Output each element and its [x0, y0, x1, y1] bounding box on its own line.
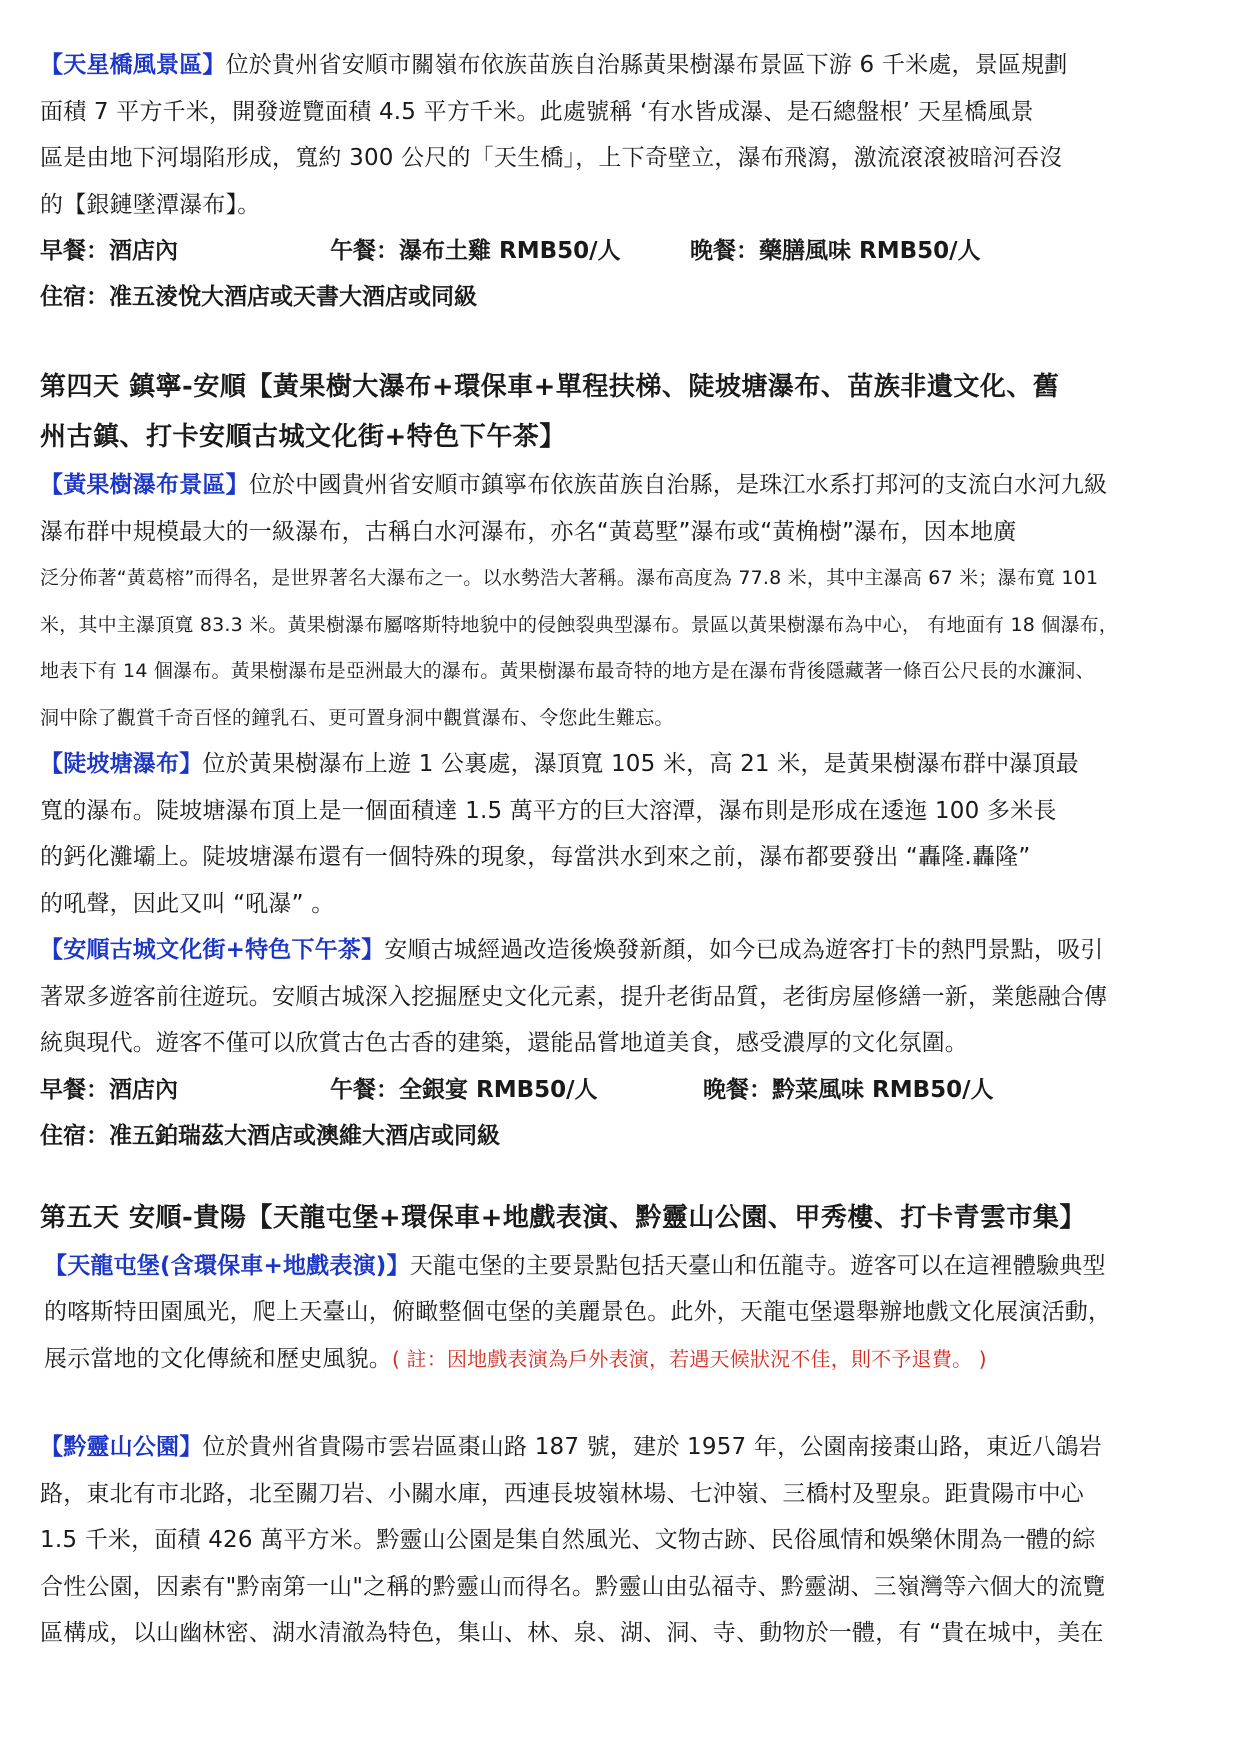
huangguoshu-paragraph: [40, 462, 1200, 555]
day5-title: 第五天 安順-貴陽【天龍屯堡+環保車+地戲表演、黔靈山公園、甲秀樓、打卡青雲市集】: [40, 1202, 1086, 1233]
tianlong-line-3: 展示當地的文化傳統和歷史風貌。: [44, 1345, 392, 1372]
day4-breakfast: 早餐：酒店內: [40, 1076, 178, 1103]
day4-stay: 住宿：准五鉑瑞茲大酒店或澳維大酒店或同級: [40, 1122, 500, 1149]
qianling-paragraph: [40, 1424, 1200, 1657]
day3-stay: 住宿：准五淩悅大酒店或天書大酒店或同級: [40, 284, 477, 310]
doupotang-tag: 【陡坡塘瀑布】: [40, 751, 203, 777]
day3-breakfast: 早餐：酒店內: [40, 238, 178, 264]
huangguoshu-line-1: 位於中國貴州省安順市鎮寧布依族苗族自治縣，是珠江水系打邦河的支流白水河九級: [248, 472, 1108, 498]
tianxing-line-2: 面積 7 平方千米，開發遊覽面積 4.5 平方千米。此處號稱 ‘有水皆成瀑、是石總盤根’ 天星橋風景: [40, 98, 1034, 125]
day4-dinner: 晚餐：黔菜風味 RMB50/人: [703, 1076, 994, 1103]
itinerary-page: [40, 42, 1200, 1657]
anshun-tag: 【安順古城文化街+特色下午茶】: [40, 937, 385, 963]
anshun-line-2: 著眾多遊客前往遊玩。安順古城深入挖掘歷史文化元素，提升老街品質，老街房屋修繕一新，業態融合傳: [40, 983, 1108, 1010]
day4-title-line-1: 第四天 鎮寧-安順【黃果樹大瀑布+環保車+單程扶梯、陡坡塘瀑布、苗族非遺文化、舊: [40, 372, 1060, 402]
day3-meals: [40, 228, 1200, 274]
tianxing-tag: 【天星橋風景區】: [40, 52, 226, 78]
tianlong-tag: 【天龍屯堡(含環保車+地戲表演)】: [44, 1252, 410, 1279]
day4-lunch: 午餐：全銀宴 RMB50/人: [330, 1076, 598, 1103]
qianling-tag: 【黔靈山公園】: [40, 1434, 203, 1460]
day4-title: [40, 362, 1200, 462]
qianling-line-2: 路，東北有市北路，北至關刀岩、小關水庫，西連長坡嶺林場、七沖嶺、三橋村及聖泉。距貴陽市中心: [40, 1480, 1084, 1507]
huangguoshu-line-2: 瀑布群中規模最大的一級瀑布，古稱白水河瀑布，亦名“黃葛墅”瀑布或“黃桷樹”瀑布，因本地廣: [40, 518, 1017, 545]
anshun-line-3: 統與現代。遊客不僅可以欣賞古色古香的建築，還能品嘗地道美食，感受濃厚的文化氛圍。: [40, 1030, 968, 1056]
qianling-line-5: 區構成，以山幽林密、湖水清澈為特色，集山、林、泉、湖、洞、寺、動物於一體，有 “貴在城中，美在: [40, 1620, 1104, 1646]
huangguoshu-tag: 【黃果樹瀑布景區】: [40, 472, 249, 498]
doupotang-line-1: 位於黃果樹瀑布上遊 1 公裏處，瀑頂寬 105 米，高 21 米，是黃果樹瀑布群中瀑頂最: [202, 751, 1079, 777]
day4-meals: [40, 1067, 1200, 1113]
tianlong-line-1: 天龍屯堡的主要景點包括天臺山和伍龍寺。遊客可以在這裡體驗典型: [409, 1252, 1106, 1279]
qianling-line-3: 1.5 千米，面積 426 萬平方米。黔靈山公園是集自然風光、文物古跡、民俗風情和娛樂休閒為一體的綜: [40, 1527, 1096, 1553]
tianxing-line-3: 區是由地下河塌陷形成，寬約 300 公尺的「天生橋」，上下奇壁立，瀑布飛瀉，激流滾滾被暗河吞沒: [40, 145, 1063, 171]
day4-title-line-2: 州古鎮、打卡安順古城文化街+特色下午茶】: [40, 422, 566, 452]
day3-lunch: 午餐：瀑布土雞 RMB50/人: [330, 238, 621, 264]
day3-dinner: 晚餐：藥膳風味 RMB50/人: [690, 238, 981, 264]
huangguoshu-small-line-4: 洞中除了觀賞千奇百怪的鐘乳石、更可置身洞中觀賞瀑布、令您此生難忘。: [40, 706, 674, 729]
tianxing-paragraph: [40, 42, 1200, 228]
huangguoshu-small-line-3: 地表下有 14 個瀑布。黃果樹瀑布是亞洲最大的瀑布。黃果樹瀑布最奇特的地方是在瀑布背後隱藏著一條百公尺長的水濂洞、: [40, 660, 1095, 682]
tianlong-note: ( 註：因地戲表演為戶外表演，若遇天候狀況不佳，則不予退費。 ): [392, 1346, 987, 1371]
tianlong-paragraph: [40, 1243, 1200, 1383]
anshun-line-1: 安順古城經過改造後煥發新顏，如今已成為遊客打卡的熱門景點，吸引: [384, 937, 1104, 963]
doupotang-line-4: 的吼聲，因此又叫 “吼瀑” 。: [40, 890, 335, 917]
anshun-paragraph: [40, 927, 1200, 1067]
huangguoshu-small-paragraph: [40, 555, 1200, 741]
qianling-line-4: 合性公園，因素有"黔南第一山"之稱的黔靈山而得名。黔靈山由弘福寺、黔靈湖、三嶺灣等六個大的流覽: [40, 1573, 1106, 1600]
tianxing-line-4: 的【銀鏈墜潭瀑布】。: [40, 191, 261, 218]
doupotang-line-2: 寬的瀑布。陡坡塘瀑布頂上是一個面積達 1.5 萬平方的巨大溶潭，瀑布則是形成在逶迤 100 多米長: [40, 797, 1057, 824]
qianling-line-1: 位於貴州省貴陽市雲岩區棗山路 187 號，建於 1957 年，公園南接棗山路，東近八鴿岩: [202, 1434, 1102, 1460]
doupotang-line-3: 的鈣化灘壩上。陡坡塘瀑布還有一個特殊的現象，每當洪水到來之前，瀑布都要發出 “轟隆.轟隆”: [40, 844, 1031, 870]
huangguoshu-small-line-1: 泛分佈著“黃葛榕”而得名，是世界著名大瀑布之一。以水勢浩大著稱。瀑布高度為 77.8 米，其中主瀑高 67 米；瀑布寬 101: [40, 567, 1099, 589]
doupotang-paragraph: [40, 741, 1200, 927]
tianlong-line-2: 的喀斯特田園風光，爬上天臺山，俯瞰整個屯堡的美麗景色。此外，天龍屯堡還舉辦地戲文化展演活動，: [44, 1299, 1112, 1325]
huangguoshu-small-line-2: 米，其中主瀑頂寬 83.3 米。黃果樹瀑布屬喀斯特地貌中的侵蝕裂典型瀑布。景區以黃果樹瀑布為中心， 有地面有 18 個瀑布，: [40, 613, 1119, 636]
tianxing-line-1: 位於貴州省安順市關嶺布依族苗族自治縣黃果樹瀑布景區下游 6 千米處，景區規劃: [225, 52, 1068, 78]
